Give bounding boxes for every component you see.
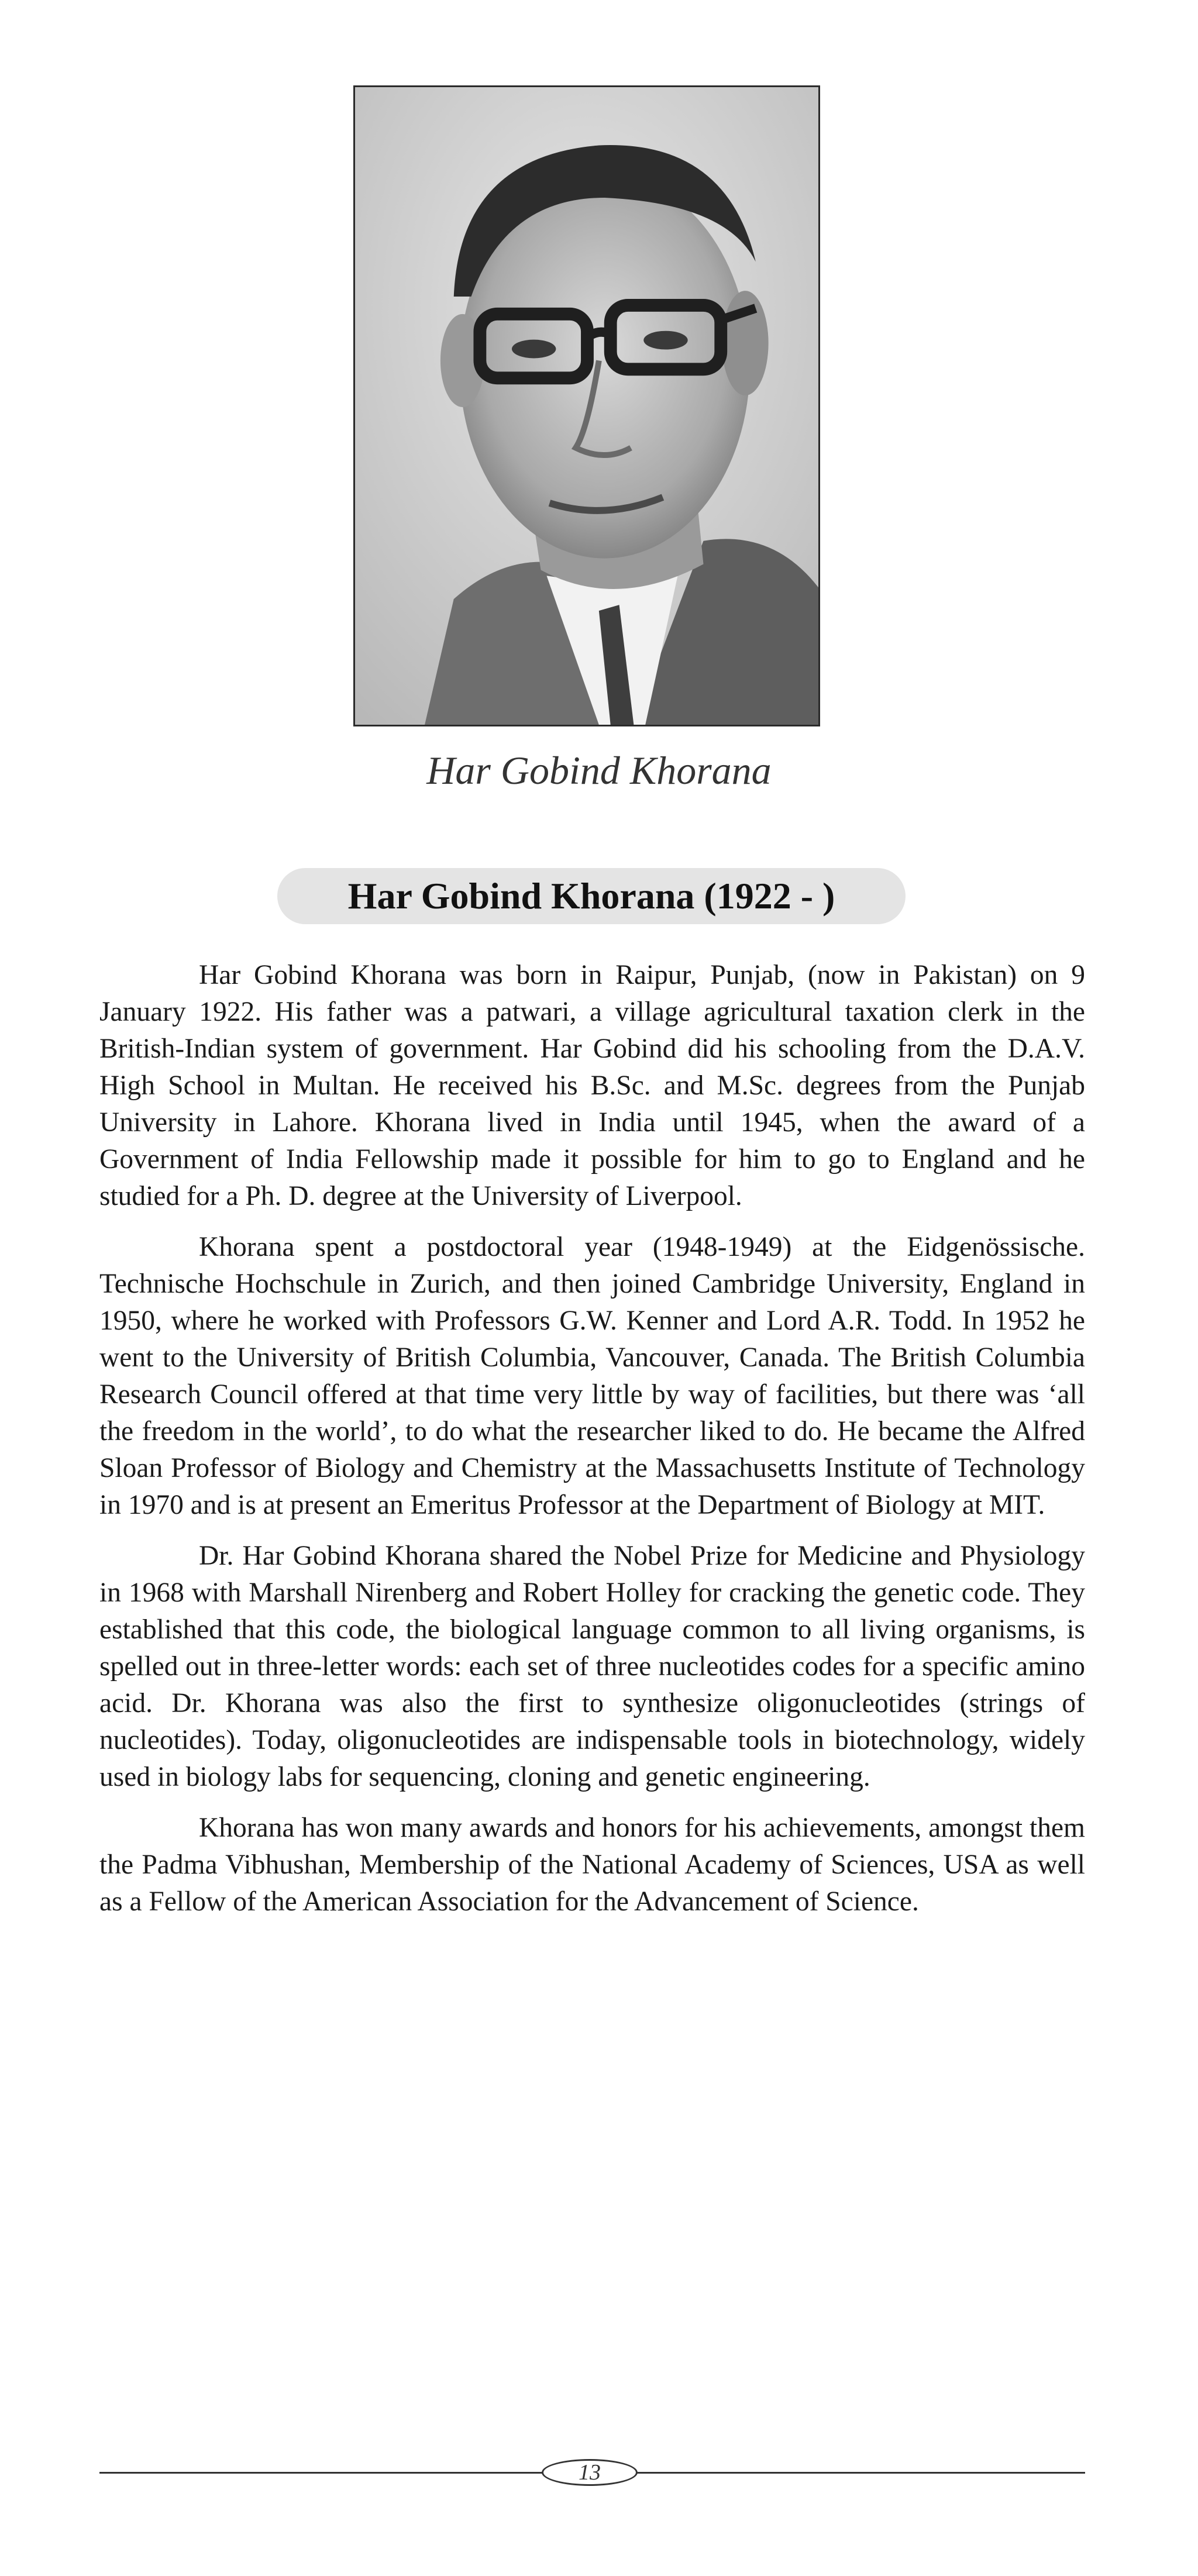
biography-text	[99, 957, 1085, 1934]
paragraph: Dr. Har Gobind Khorana shared the Nobel Prize for Medicine and Physiology in 1968 with Marshall Nirenberg and Robert Holley for cracking the genetic code. They established that this code, the biological language common to all living organisms, is spelled out in three-letter words: each set of three nucleotides codes for a specific amino acid. Dr. Khorana was also the first to synthesize oligonucleotides (strings of nucleotides). Today, oligonucleotides are indispensable tools in biotechnology, widely used in biology labs for sequencing, cloning and genetic engineering.	[99, 1541, 1085, 1792]
portrait-photo	[353, 85, 820, 726]
paragraph: Khorana spent a postdoctoral year (1948-1949) at the Eidgenössische. Technische Hochschule in Zurich, and then joined Cambridge University, England in 1950, where he worked with Professors G.W. Kenner and Lord A.R. Todd. In 1952 he went to the University of British Columbia, Vancouver, Canada. The British Columbia Research Council offered at that time very little by way of facilities, but there was ‘all the freedom in the world’, to do what the researcher liked to do. He became the Alfred Sloan Professor of Biology and Chemistry at the Massachusetts Institute of Technology in 1970 and is at present an Emeritus Professor at the Department of Biology at MIT.	[99, 1232, 1085, 1520]
page-number: 13	[542, 2459, 638, 2486]
photo-caption: Har Gobind Khorana	[426, 748, 772, 793]
page-title: Har Gobind Khorana (1922 - )	[277, 868, 906, 924]
portrait-image	[355, 87, 818, 725]
paragraph: Khorana has won many awards and honors for his achievements, amongst them the Padma Vibhushan, Membership of the National Academy of Sciences, USA as well as a Fellow of the American Association for the Advancement of Science.	[99, 1813, 1085, 1917]
paragraph: Har Gobind Khorana was born in Raipur, Punjab, (now in Pakistan) on 9 January 1922. His father was a patwari, a village agricultural taxation clerk in the British-Indian system of government. Har Gobind did his schooling from the D.A.V. High School in Multan. He received his B.Sc. and M.Sc. degrees from the Punjab University in Lahore. Khorana lived in India until 1945, when the award of a Government of India Fellowship made it possible for him to go to England and he studied for a Ph. D. degree at the University of Liverpool.	[99, 960, 1085, 1211]
